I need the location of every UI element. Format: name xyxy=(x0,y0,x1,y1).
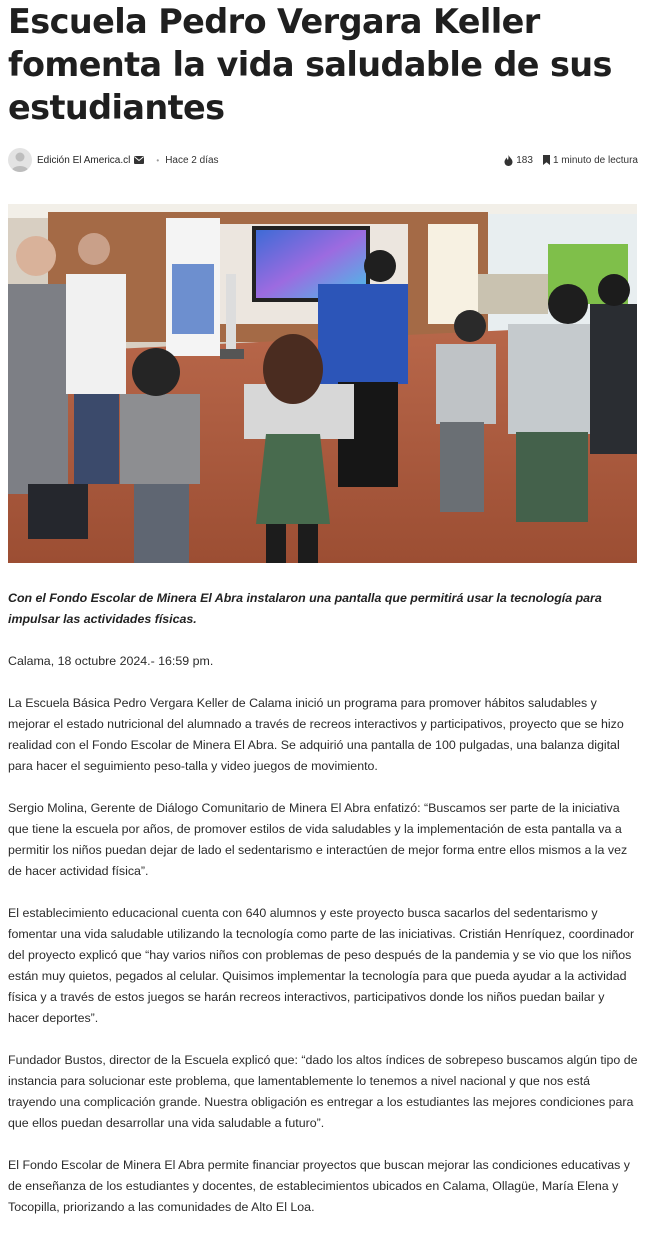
views-value: 183 xyxy=(516,154,533,166)
read-time-value: 1 minuto de lectura xyxy=(552,154,638,166)
user-icon xyxy=(8,148,32,172)
separator-dot: • xyxy=(156,155,160,165)
author-avatar[interactable] xyxy=(8,148,32,172)
article-body xyxy=(8,588,638,1239)
paragraph: La Escuela Básica Pedro Vergara Keller de Calama inició un programa para promover hábitos saludables y mejorar el estado nutricional del alumnado a través de recreos interactivos y participativos, proyecto que se hizo realidad con el Fondo Escolar de Minera El Abra. Se adquirió una pantalla de 100 pulgadas, una balanza digital para hacer el seguimiento peso-talla y video juegos de movimiento. xyxy=(8,696,624,773)
read-time xyxy=(543,155,638,166)
views-count xyxy=(504,155,533,166)
bookmark-icon xyxy=(543,155,550,165)
paragraph: Fundador Bustos, director de la Escuela explicó que: “dado los altos índices de sobrepeso buscamos algún tipo de instancia para solucionar este problema, que lamentablemente lo tenemos a nivel nacional y que nos está trayendo una complicación grande. Nuestra obligación es entregar a los estudiantes las mejores condiciones para que ellos puedan desarrollar una vida saludable a futuro”. xyxy=(8,1053,638,1130)
paragraph: El establecimiento educacional cuenta con 640 alumnos y este proyecto busca sacarlos del sedentarismo y fomentar una vida saludable utilizando la tecnología como parte de las iniciativas. Cristián Henríquez, coordinador del proyecto explicó que “hay varios niños con problemas de peso después de la pandemia y se vio que los niños están muy quietos, pegados al celular. Quisimos implementar la tecnología para que pueda ayudar a la actividad física y a través de estos juegos se harán recreos interactivos, participativos donde los niños puedan bailar y hacer deportes”. xyxy=(8,906,635,1025)
fire-icon xyxy=(504,155,513,166)
publish-time: Hace 2 días xyxy=(165,154,219,166)
paragraph: El Fondo Escolar de Minera El Abra permite financiar proyectos que buscan mejorar las condiciones educativas y de enseñanza de los estudiantes y docentes, de establecimientos ubicados en Calama, Ollagüe, María Elena y Tocopilla, priorizando a las comunidades de Alto El Loa. xyxy=(8,1158,630,1214)
article-meta xyxy=(8,147,638,173)
article-image[interactable] xyxy=(8,204,637,563)
article-lead: Con el Fondo Escolar de Minera El Abra instalaron una pantalla que permitirá usar la tecnología para impulsar las actividades físicas. xyxy=(8,591,602,626)
article-title: Escuela Pedro Vergara Keller fomenta la vida saludable de sus estudiantes xyxy=(8,2,612,127)
paragraph: Sergio Molina, Gerente de Diálogo Comunitario de Minera El Abra enfatizó: “Buscamos ser parte de la iniciativa que tiene la escuela por años, de promover estilos de vida saludables y la implementación de esta pantalla va a permitir los niños puedan dejar de lado el sedentarismo e interactúen de mejor forma entre ellos mismos a la vez de hacer actividad física”. xyxy=(8,801,628,878)
featured-photo xyxy=(8,204,637,563)
author-link[interactable]: Edición El America.cl xyxy=(37,154,131,166)
article-dateline: Calama, 18 octubre 2024.- 16:59 pm. xyxy=(8,654,214,668)
mail-icon[interactable] xyxy=(134,156,144,164)
